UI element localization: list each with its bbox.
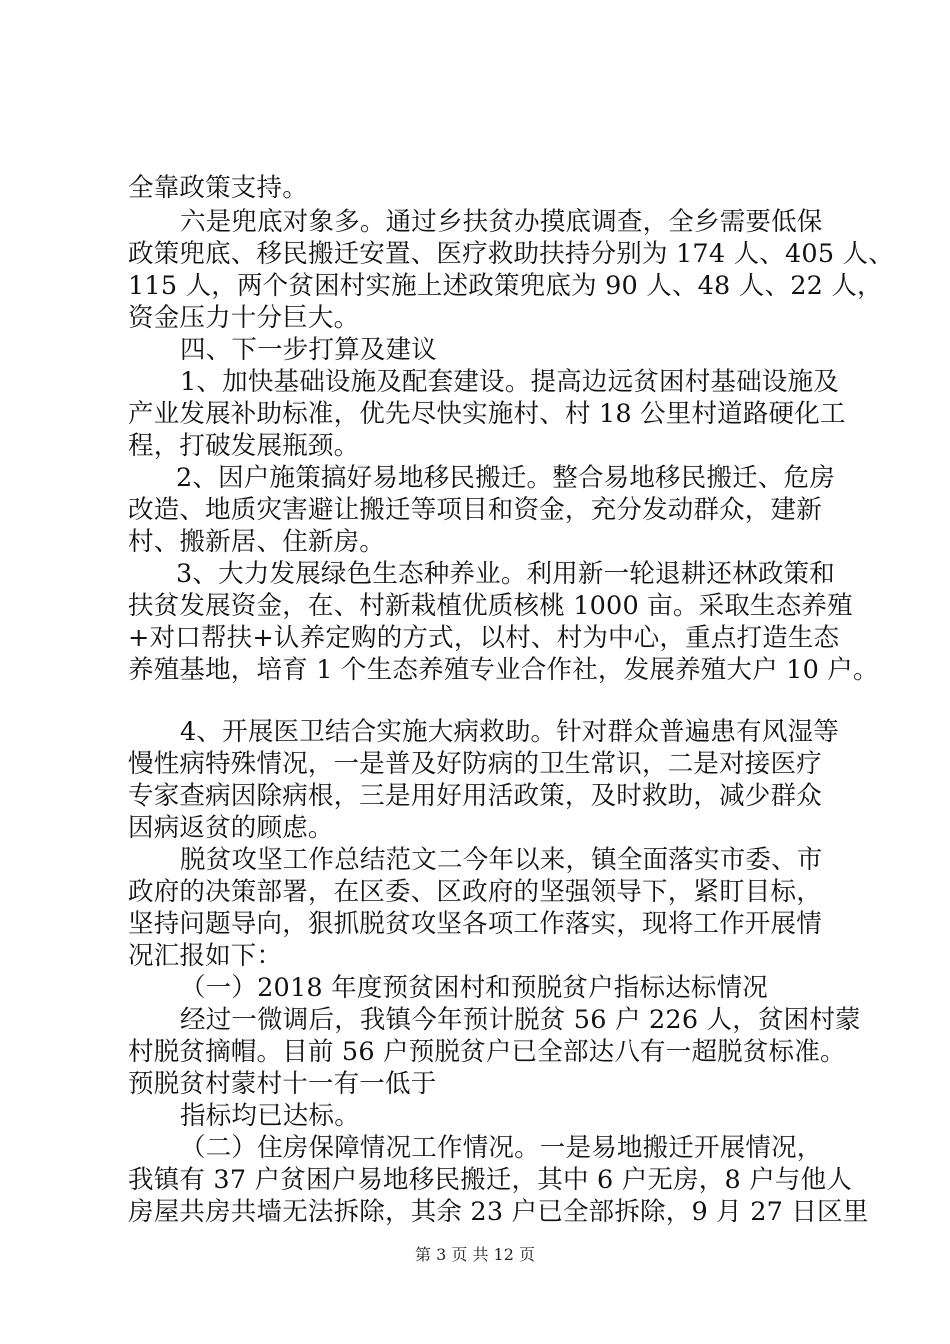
page-footer: 第 3 页 共 12 页 bbox=[415, 1245, 535, 1264]
text-line-12: 村、搬新居、住新房。 bbox=[128, 527, 386, 557]
section-heading: 四、下一步打算及建议 bbox=[180, 335, 438, 365]
text-line-3: 政策兜底、移民搬迁安置、医疗救助扶持分别为 174 人、405 人、 bbox=[128, 239, 894, 269]
subsection-heading-1: （一）2018 年度预贫困村和预脱贫户指标达标情况 bbox=[180, 973, 769, 1003]
subsection-heading-2: （二）住房保障情况工作情况。一是易地搬迁开展情况， bbox=[180, 1133, 823, 1163]
text-line-18: 慢性病特殊情况，一是普及好防病的卫生常识，二是对接医疗 bbox=[128, 749, 822, 779]
text-line-1: 全靠政策支持。 bbox=[128, 173, 308, 203]
text-line-8: 产业发展补助标准，优先尽快实施村、村 18 公里村道路硬化工 bbox=[128, 399, 846, 429]
text-line-4: 115 人，两个贫困村实施上述政策兜底为 90 人、48 人、22 人， bbox=[128, 271, 883, 301]
text-line-2: 六是兜底对象多。通过乡扶贫办摸底调查，全乡需要低保 bbox=[180, 207, 823, 237]
text-line-5: 资金压力十分巨大。 bbox=[128, 303, 360, 333]
text-line-10: 2、因户施策搞好易地移民搬迁。整合易地移民搬迁、危房 bbox=[176, 463, 835, 493]
text-line-7: 1、加快基础设施及配套建设。提高边远贫困村基础设施及 bbox=[180, 367, 839, 397]
text-line-28: 预脱贫村蒙村十一有一低于 bbox=[128, 1069, 437, 1099]
text-line-29: 指标均已达标。 bbox=[180, 1101, 360, 1131]
text-line-11: 改造、地质灾害避让搬迁等项目和资金，充分发动群众，建新 bbox=[128, 495, 822, 525]
text-line-31: 我镇有 37 户贫困户易地移民搬迁，其中 6 户无房，8 户与他人 bbox=[128, 1165, 853, 1195]
text-line-23: 坚持问题导向，狠抓脱贫攻坚各项工作落实，现将工作开展情 bbox=[128, 909, 822, 939]
text-line-27: 村脱贫摘帽。目前 56 户预脱贫户已全部达八有一超脱贫标准。 bbox=[128, 1037, 846, 1067]
text-line-20: 因病返贫的顾虑。 bbox=[128, 813, 334, 843]
text-line-14: 扶贫发展资金，在、村新栽植优质核桃 1000 亩。采取生态养殖 bbox=[128, 591, 853, 621]
text-line-17: 4、开展医卫结合实施大病救助。针对群众普遍患有风湿等 bbox=[180, 717, 839, 747]
text-line-26: 经过一微调后，我镇今年预计脱贫 56 户 226 人，贫困村蒙 bbox=[180, 1005, 861, 1035]
text-line-15: +对口帮扶+认养定购的方式，以村、村为中心，重点打造生态 bbox=[128, 623, 840, 653]
text-line-19: 专家查病因除病根，三是用好用活政策，及时救助，减少群众 bbox=[128, 781, 822, 811]
text-line-32: 房屋共房共墙无法拆除，其余 23 户已全部拆除，9 月 27 日区里 bbox=[128, 1197, 869, 1227]
text-line-22: 政府的决策部署，在区委、区政府的坚强领导下，紧盯目标， bbox=[128, 877, 822, 907]
text-line-13: 3、大力发展绿色生态种养业。利用新一轮退耕还林政策和 bbox=[176, 559, 835, 589]
text-line-16: 养殖基地，培育 1 个生态养殖专业合作社，发展养殖大户 10 户。 bbox=[128, 655, 879, 685]
text-line-24: 况汇报如下： bbox=[128, 941, 283, 971]
text-line-21: 脱贫攻坚工作总结范文二今年以来，镇全面落实市委、市 bbox=[180, 845, 823, 875]
text-line-9: 程，打破发展瓶颈。 bbox=[128, 431, 360, 461]
